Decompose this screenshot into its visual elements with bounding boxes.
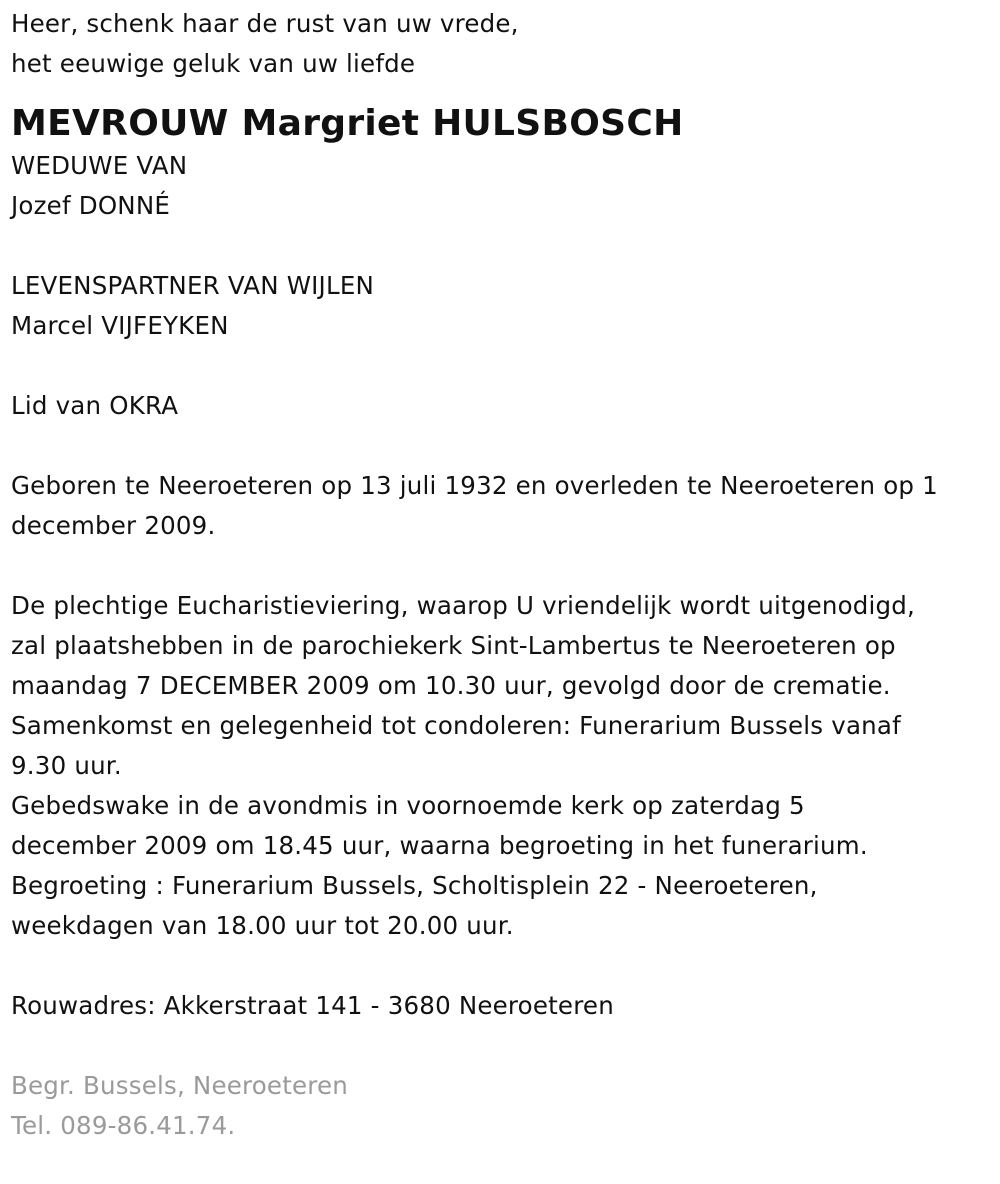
spacer bbox=[11, 346, 996, 386]
spacer bbox=[11, 946, 996, 986]
undertaker-name: Begr. Bussels, Neeroeteren bbox=[11, 1071, 349, 1100]
spacer bbox=[11, 226, 996, 266]
ceremony-line: zal plaatshebben in de parochiekerk Sint-Lambertus te Neeroeteren op bbox=[11, 631, 896, 660]
spacer bbox=[11, 546, 996, 586]
widow-of-name: Jozef DONNÉ bbox=[11, 191, 171, 220]
ceremony-line: De plechtige Eucharistieviering, waarop U vriendelijk wordt uitgenodigd, bbox=[11, 591, 916, 620]
ceremony-line: weekdagen van 18.00 uur tot 20.00 uur. bbox=[11, 911, 514, 940]
ceremony-line: Begroeting : Funerarium Bussels, Scholtisplein 22 - Neeroeteren, bbox=[11, 871, 818, 900]
partner-label: LEVENSPARTNER VAN WIJLEN bbox=[11, 271, 375, 300]
prayer-line-2: het eeuwige geluk van uw liefde bbox=[11, 49, 416, 78]
undertaker-phone: Tel. 089-86.41.74. bbox=[11, 1111, 236, 1140]
mourning-address: Rouwadres: Akkerstraat 141 - 3680 Neeroeteren bbox=[11, 991, 614, 1020]
spacer bbox=[11, 426, 996, 466]
obituary-notice bbox=[11, 4, 996, 1146]
ceremony-line: 9.30 uur. bbox=[11, 751, 122, 780]
prayer-line-1: Heer, schenk haar de rust van uw vrede, bbox=[11, 9, 519, 38]
ceremony-line: maandag 7 DECEMBER 2009 om 10.30 uur, gevolgd door de crematie. bbox=[11, 671, 891, 700]
spacer bbox=[11, 1026, 996, 1066]
birth-death-line-1: Geboren te Neeroeteren op 13 juli 1932 en overleden te Neeroeteren op 1 bbox=[11, 471, 938, 500]
ceremony-line: december 2009 om 18.45 uur, waarna begroeting in het funerarium. bbox=[11, 831, 868, 860]
partner-name: Marcel VIJFEYKEN bbox=[11, 311, 229, 340]
birth-death-line-2: december 2009. bbox=[11, 511, 216, 540]
deceased-name: MEVROUW Margriet HULSBOSCH bbox=[11, 103, 684, 144]
ceremony-line: Samenkomst en gelegenheid tot condoleren: Funerarium Bussels vanaf bbox=[11, 711, 901, 740]
ceremony-line: Gebedswake in de avondmis in voornoemde kerk op zaterdag 5 bbox=[11, 791, 805, 820]
membership: Lid van OKRA bbox=[11, 391, 179, 420]
widow-label: WEDUWE VAN bbox=[11, 151, 188, 180]
